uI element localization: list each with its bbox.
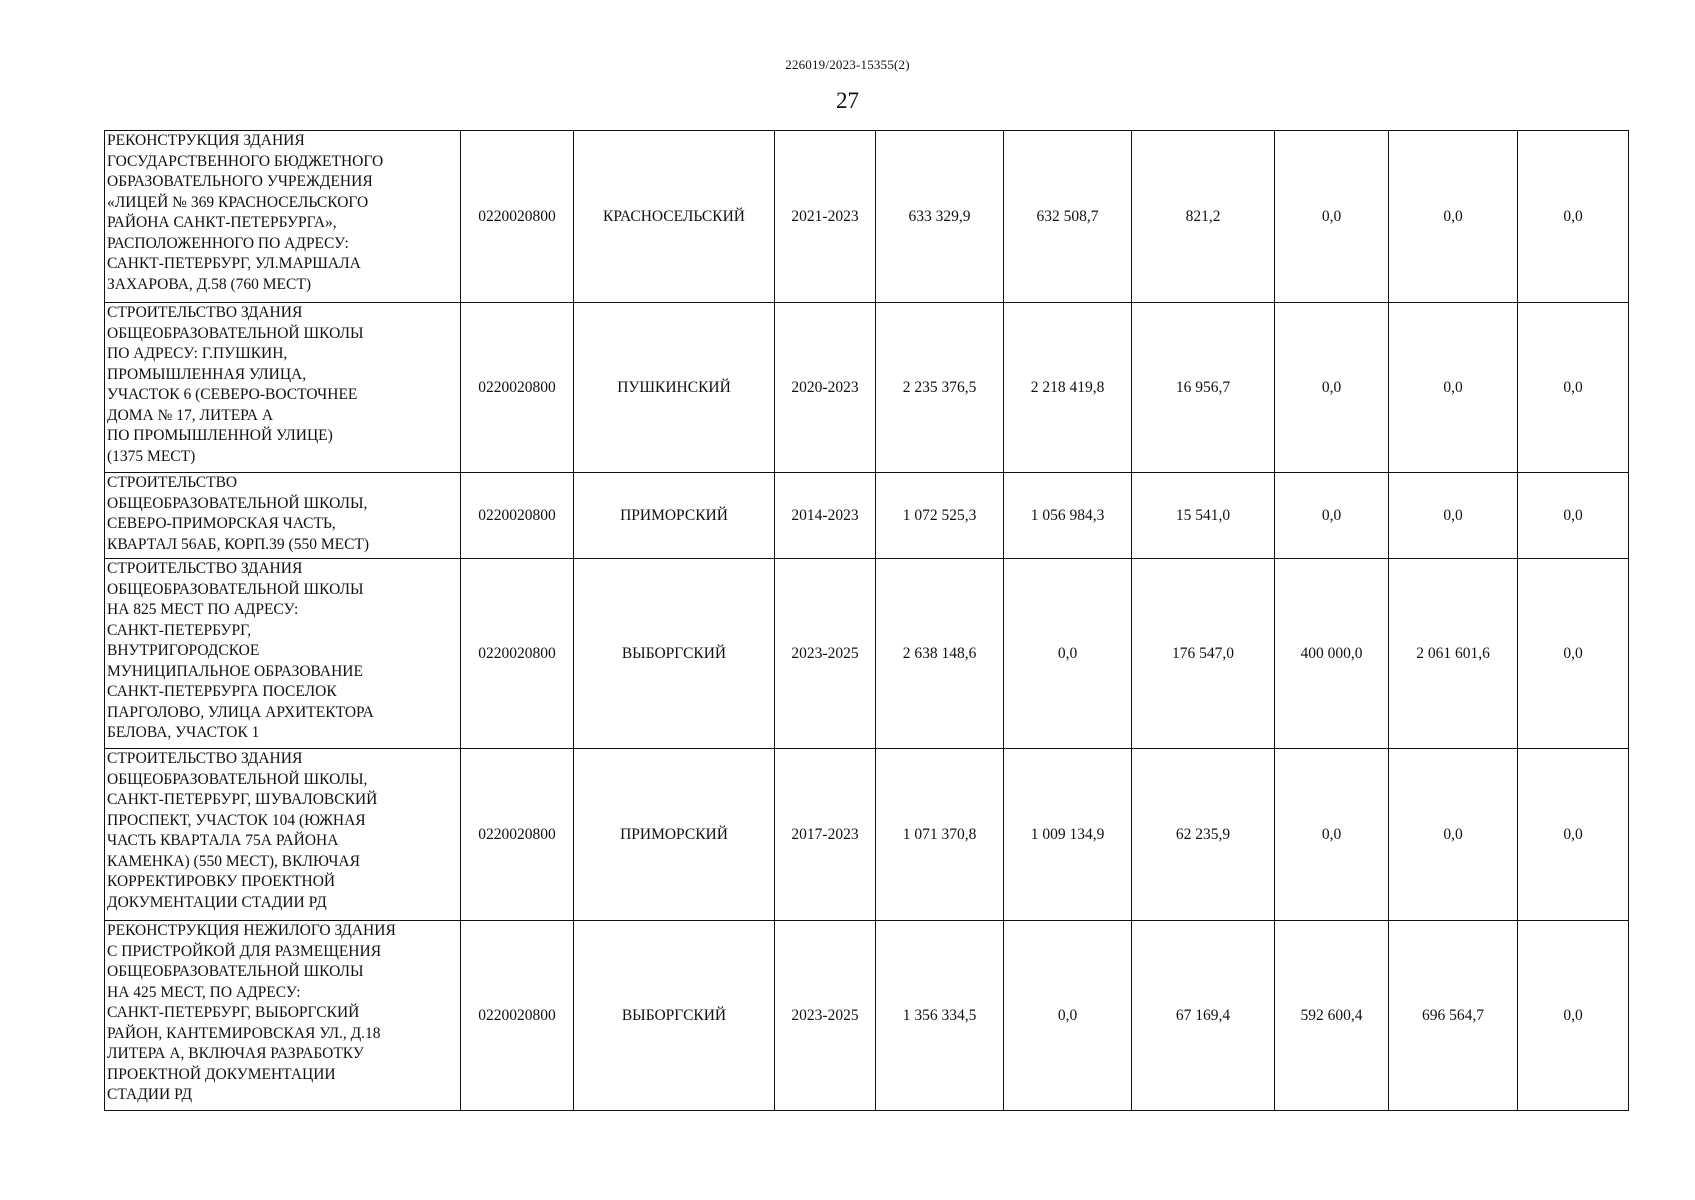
period-cell: 2021-2023 [775, 131, 876, 303]
project-name-line: ОБРАЗОВАТЕЛЬНОГО УЧРЕЖДЕНИЯ [107, 173, 373, 190]
amount-col-5-cell: 0,0 [1518, 921, 1629, 1111]
project-name-line: СТРОИТЕЛЬСТВО ЗДАНИЯ [107, 750, 303, 767]
period-cell: 2017-2023 [775, 749, 876, 921]
project-name-line: С ПРИСТРОЙКОЙ ДЛЯ РАЗМЕЩЕНИЯ [107, 942, 382, 960]
project-name-line: ПО АДРЕСУ: Г.ПУШКИН, [107, 345, 288, 362]
total-amount-cell: 1 072 525,3 [876, 473, 1004, 559]
project-name-line: ПАРГОЛОВО, УЛИЦА АРХИТЕКТОРА [107, 703, 374, 721]
project-name-line: СТРОИТЕЛЬСТВО ЗДАНИЯ [107, 560, 303, 577]
total-amount-cell: 1 071 370,8 [876, 749, 1004, 921]
amount-col-1-cell: 2 218 419,8 [1004, 303, 1132, 473]
project-name-line: ОБЩЕОБРАЗОВАТЕЛЬНОЙ ШКОЛЫ [107, 963, 364, 980]
amount-col-5-cell: 0,0 [1518, 131, 1629, 303]
project-name-line: САНКТ-ПЕТЕРБУРГ, УЛ.МАРШАЛА [107, 255, 361, 272]
amount-col-2-cell: 821,2 [1132, 131, 1275, 303]
project-name-line: ЗАХАРОВА, Д.58 (760 МЕСТ) [107, 275, 311, 293]
project-name-line: КАМЕНКА) (550 МЕСТ), ВКЛЮЧАЯ [107, 852, 360, 870]
project-name-line: НА 425 МЕСТ, ПО АДРЕСУ: [107, 983, 301, 1001]
project-name-line: УЧАСТОК 6 (СЕВЕРО-ВОСТОЧНЕЕ [107, 386, 358, 403]
project-name-line: САНКТ-ПЕТЕРБУРГ, ШУВАЛОВСКИЙ [107, 791, 378, 808]
total-amount-cell: 1 356 334,5 [876, 921, 1004, 1111]
amount-col-1-cell: 632 508,7 [1004, 131, 1132, 303]
project-name-line: САНКТ-ПЕТЕРБУРГ, ВЫБОРГСКИЙ [107, 1004, 360, 1021]
amount-col-1-cell: 1 056 984,3 [1004, 473, 1132, 559]
project-name-line: РЕКОНСТРУКЦИЯ НЕЖИЛОГО ЗДАНИЯ [107, 922, 396, 939]
table-body [105, 131, 1629, 1111]
project-name-cell [105, 921, 461, 1111]
project-name-line: ПРОСПЕКТ, УЧАСТОК 104 (ЮЖНАЯ [107, 811, 366, 829]
amount-col-3-cell: 0,0 [1275, 303, 1389, 473]
project-name-line: ПРОМЫШЛЕННАЯ УЛИЦА, [107, 365, 307, 383]
amount-col-2-cell: 176 547,0 [1132, 559, 1275, 749]
project-name-line: РАЙОН, КАНТЕМИРОВСКАЯ УЛ., Д.18 [107, 1024, 381, 1042]
project-name-line: САНКТ-ПЕТЕРБУРГ, [107, 621, 252, 639]
project-name-line: НА 825 МЕСТ ПО АДРЕСУ: [107, 601, 299, 618]
district-name-cell: ВЫБОРГСКИЙ [574, 921, 775, 1111]
district-name-cell: ПУШКИНСКИЙ [574, 303, 775, 473]
period-cell: 2023-2025 [775, 559, 876, 749]
project-name-cell [105, 749, 461, 921]
district-name-cell: ПРИМОРСКИЙ [574, 473, 775, 559]
project-name-cell [105, 131, 461, 303]
table-row [105, 303, 1629, 473]
document-number: 226019/2023-15355(2) [785, 57, 910, 72]
project-name-cell [105, 559, 461, 749]
period-cell: 2020-2023 [775, 303, 876, 473]
project-name-line: САНКТ-ПЕТЕРБУРГА ПОСЕЛОК [107, 683, 337, 700]
project-code-cell: 0220020800 [461, 473, 574, 559]
amount-col-3-cell: 0,0 [1275, 473, 1389, 559]
total-amount-cell: 2 235 376,5 [876, 303, 1004, 473]
project-name-line: ОБЩЕОБРАЗОВАТЕЛЬНОЙ ШКОЛЫ, [107, 770, 368, 788]
table-row [105, 473, 1629, 559]
table-row [105, 131, 1629, 303]
project-code-cell: 0220020800 [461, 921, 574, 1111]
project-name-cell [105, 303, 461, 473]
project-name-line: РАСПОЛОЖЕННОГО ПО АДРЕСУ: [107, 234, 349, 252]
project-name-line: (1375 МЕСТ) [107, 447, 196, 465]
amount-col-4-cell: 0,0 [1389, 749, 1518, 921]
amount-col-2-cell: 67 169,4 [1132, 921, 1275, 1111]
project-name-line: БЕЛОВА, УЧАСТОК 1 [107, 724, 260, 741]
project-name-line: ВНУТРИГОРОДСКОЕ [107, 642, 260, 659]
district-name-cell: КРАСНОСЕЛЬСКИЙ [574, 131, 775, 303]
project-name-line: ЛИТЕРА А, ВКЛЮЧАЯ РАЗРАБОТКУ [107, 1045, 364, 1062]
project-name-line: РЕКОНСТРУКЦИЯ ЗДАНИЯ [107, 132, 305, 149]
project-name-cell [105, 473, 461, 559]
amount-col-2-cell: 16 956,7 [1132, 303, 1275, 473]
total-amount-cell: 2 638 148,6 [876, 559, 1004, 749]
project-name-line: ДОМА № 17, ЛИТЕРА А [107, 406, 274, 424]
amount-col-3-cell: 0,0 [1275, 749, 1389, 921]
data-table [104, 130, 1629, 1111]
table-row [105, 559, 1629, 749]
project-name-line: ГОСУДАРСТВЕННОГО БЮДЖЕТНОГО [107, 152, 384, 170]
project-name-line: ОБЩЕОБРАЗОВАТЕЛЬНОЙ ШКОЛЫ [107, 580, 364, 598]
project-name-line: КВАРТАЛ 56АБ, КОРП.39 (550 МЕСТ) [107, 535, 370, 553]
project-name-line: КОРРЕКТИРОВКУ ПРОЕКТНОЙ [107, 873, 336, 890]
amount-col-3-cell: 400 000,0 [1275, 559, 1389, 749]
project-name-line: «ЛИЦЕЙ № 369 КРАСНОСЕЛЬСКОГО [107, 193, 369, 211]
amount-col-1-cell: 0,0 [1004, 559, 1132, 749]
project-name-line: СТРОИТЕЛЬСТВО [107, 474, 238, 491]
district-name-cell: ПРИМОРСКИЙ [574, 749, 775, 921]
project-name-line: МУНИЦИПАЛЬНОЕ ОБРАЗОВАНИЕ [107, 662, 363, 680]
project-code-cell: 0220020800 [461, 559, 574, 749]
amount-col-5-cell: 0,0 [1518, 303, 1629, 473]
project-name-line: ОБЩЕОБРАЗОВАТЕЛЬНОЙ ШКОЛЫ [107, 324, 364, 342]
amount-col-5-cell: 0,0 [1518, 473, 1629, 559]
district-name-cell: ВЫБОРГСКИЙ [574, 559, 775, 749]
page-number: 27 [836, 88, 859, 113]
amount-col-1-cell: 0,0 [1004, 921, 1132, 1111]
period-cell: 2014-2023 [775, 473, 876, 559]
amount-col-4-cell: 0,0 [1389, 473, 1518, 559]
amount-col-4-cell: 0,0 [1389, 303, 1518, 473]
amount-col-4-cell: 696 564,7 [1389, 921, 1518, 1111]
project-name-line: СТРОИТЕЛЬСТВО ЗДАНИЯ [107, 304, 303, 321]
amount-col-3-cell: 0,0 [1275, 131, 1389, 303]
project-name-line: ЧАСТЬ КВАРТАЛА 75А РАЙОНА [107, 832, 339, 849]
project-name-line: ПО ПРОМЫШЛЕННОЙ УЛИЦЕ) [107, 427, 333, 444]
project-name-line: ПРОЕКТНОЙ ДОКУМЕНТАЦИИ [107, 1065, 336, 1083]
project-code-cell: 0220020800 [461, 131, 574, 303]
amount-col-1-cell: 1 009 134,9 [1004, 749, 1132, 921]
table-row [105, 921, 1629, 1111]
table-row [105, 749, 1629, 921]
amount-col-4-cell: 0,0 [1389, 131, 1518, 303]
data-table-container [104, 130, 1629, 1111]
amount-col-5-cell: 0,0 [1518, 559, 1629, 749]
project-code-cell: 0220020800 [461, 749, 574, 921]
amount-col-4-cell: 2 061 601,6 [1389, 559, 1518, 749]
amount-col-3-cell: 592 600,4 [1275, 921, 1389, 1111]
project-name-line: СЕВЕРО-ПРИМОРСКАЯ ЧАСТЬ, [107, 515, 336, 532]
amount-col-2-cell: 62 235,9 [1132, 749, 1275, 921]
project-name-line: СТАДИИ РД [107, 1086, 193, 1103]
project-name-line: ОБЩЕОБРАЗОВАТЕЛЬНОЙ ШКОЛЫ, [107, 494, 368, 512]
project-name-line: ДОКУМЕНТАЦИИ СТАДИИ РД [107, 893, 327, 911]
project-name-line: РАЙОНА САНКТ-ПЕТЕРБУРГА», [107, 214, 337, 231]
project-code-cell: 0220020800 [461, 303, 574, 473]
amount-col-5-cell: 0,0 [1518, 749, 1629, 921]
amount-col-2-cell: 15 541,0 [1132, 473, 1275, 559]
period-cell: 2023-2025 [775, 921, 876, 1111]
total-amount-cell: 633 329,9 [876, 131, 1004, 303]
